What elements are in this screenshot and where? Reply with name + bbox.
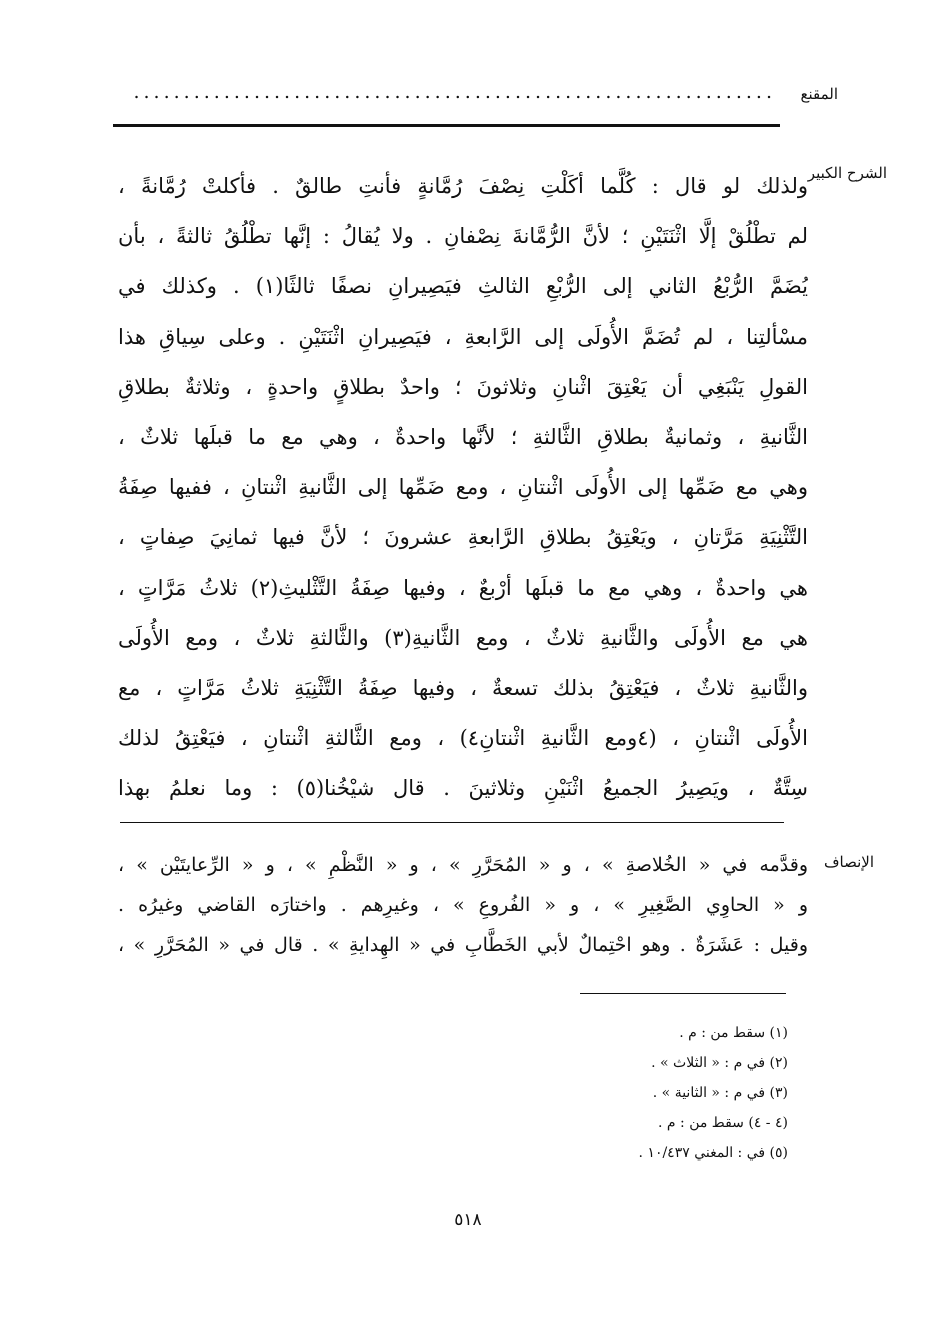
text-line: هي مع الأُولَى والثَّانيةِ ثلاثٌ ، ومع الثَّانيةِ(٣) والثَّالثةِ ثلاثٌ ، ومع الأُولَى xyxy=(118,625,808,650)
footnote: (٣) في م : « الثانية » . xyxy=(652,1085,788,1101)
text-line: سِتَّةٌ ، ويَصِيرُ الجميعُ اثْنَيْنِ وثلاثينَ . قال شيْخُنا(٥) : وما نعلمُ بهذا xyxy=(118,776,808,801)
section-label-sharh: الشرح الكبير xyxy=(807,164,887,182)
header-rule xyxy=(113,124,780,127)
text-line: التَّثْنِيَةِ مَرَّتانِ ، ويَعْتِقُ بطلاقِ الرَّابعةِ عشرونَ ؛ لأنَّ فيها ثمانِيَ صِفاتٍ ، xyxy=(118,525,808,550)
footnote: (٥) في : المغني ١٠/٤٣٧ . xyxy=(638,1145,788,1161)
text-line: و « الحاوِي الصَّغِيرِ » ، و « الفُروعِ » ، وغيرِهم . واختارَه القاضي وغيرُه . xyxy=(118,894,808,916)
main-text-block xyxy=(118,161,808,813)
page-number: ٥١٨ xyxy=(454,1210,482,1230)
footnotes xyxy=(488,1018,788,1168)
text-line: يُضَمَّ الرُّبْعُ الثاني إلى الرُّبْعِ الثالثِ فيَصِيرانِ نصفًا ثالثًا(١) . وكذلك في xyxy=(118,274,808,299)
section-divider xyxy=(120,822,784,823)
insaf-text-block xyxy=(118,845,808,965)
footnote-divider xyxy=(580,993,786,994)
text-line: والثَّانيةِ ثلاثٌ ، فيَعْتِقُ بذلك تسعةٌ ، وفيها صِفَةُ التَّثْنِيَةِ ثلاثُ مَرَّاتٍ ، مع xyxy=(118,675,808,700)
footnote: (٢) في م : « الثلاث » . xyxy=(651,1055,788,1071)
running-header-title: المقنع xyxy=(800,85,838,103)
text-line: وقيل : عَشَرَةٌ . وهو احْتِمالٌ لأبي الخَطَّابِ في « الهِدايةِ » . قال في « المُحَرَّرِ » ، xyxy=(118,934,808,956)
text-line: هي واحدةٌ ، وهي مع ما قبلَها أرْبعٌ ، وفيها صِفَةُ التَّثْليثِ(٢) ثلاثُ مَرَّاتٍ ، xyxy=(118,575,808,600)
text-line: الأُولَى اثْنتانِ ، (٤ومع الثَّانيةِ اثْنتانِ٤) ، ومع الثَّالثةِ اثْنتانِ ، فيَعْتِقُ لذلك xyxy=(118,726,808,751)
text-line: مسْألتِنا ، لم تُضَمَّ الأُولَى إلى الرَّابعةِ ، فيَصِيرانِ اثْنَتَيْنِ . وعلى سِياقِ هذا xyxy=(118,324,808,349)
footnote: (١) سقط من : م . xyxy=(679,1025,788,1041)
text-line: الثَّانيةِ ، وثمانيةٌ بطلاقِ الثَّالثةِ ؛ لأنَّها واحدةٌ ، وهي مع ما قبلَها ثلاثٌ ، xyxy=(118,424,808,449)
text-line: وهي مع ضَمِّها إلى الأُولَى اثْنتانِ ، ومع ضَمِّها إلى الثَّانيةِ اثْنتانِ ، ففيها صِفَةُ xyxy=(118,475,808,500)
text-line: وقدَّمه في « الخُلاصةِ » ، و « المُحَرَّرِ » ، و « النَّظْمِ » ، و « الرِّعايتَيْن » ، xyxy=(118,854,808,876)
text-line: ولذلك لو قال : كُلَّما أكَلْتِ نِصْفَ رُمَّانةٍ فأنتِ طالقٌ . فأكلتْ رُمَّانةً ، xyxy=(118,174,808,198)
footnote: (٤ - ٤) سقط من : م . xyxy=(658,1115,788,1131)
header-dotted-leader: ................................................................ xyxy=(133,81,776,103)
section-label-insaf: الإنصاف xyxy=(823,853,874,871)
text-line: القولِ يَنْبَغِي أن يَعْتِقَ اثْنانِ وثلاثونَ ؛ واحدٌ بطلاقٍ واحدةٍ ، وثلاثةٌ بطلاقِ xyxy=(118,374,808,399)
text-line: لم تطْلُقْ إلَّا اثْنَتَيْنِ ؛ لأنَّ الرُّمَّانةَ نِصْفانِ . ولا يُقالُ : إنَّها تطْلُقُ ثالثةً ، بأن xyxy=(118,224,808,249)
